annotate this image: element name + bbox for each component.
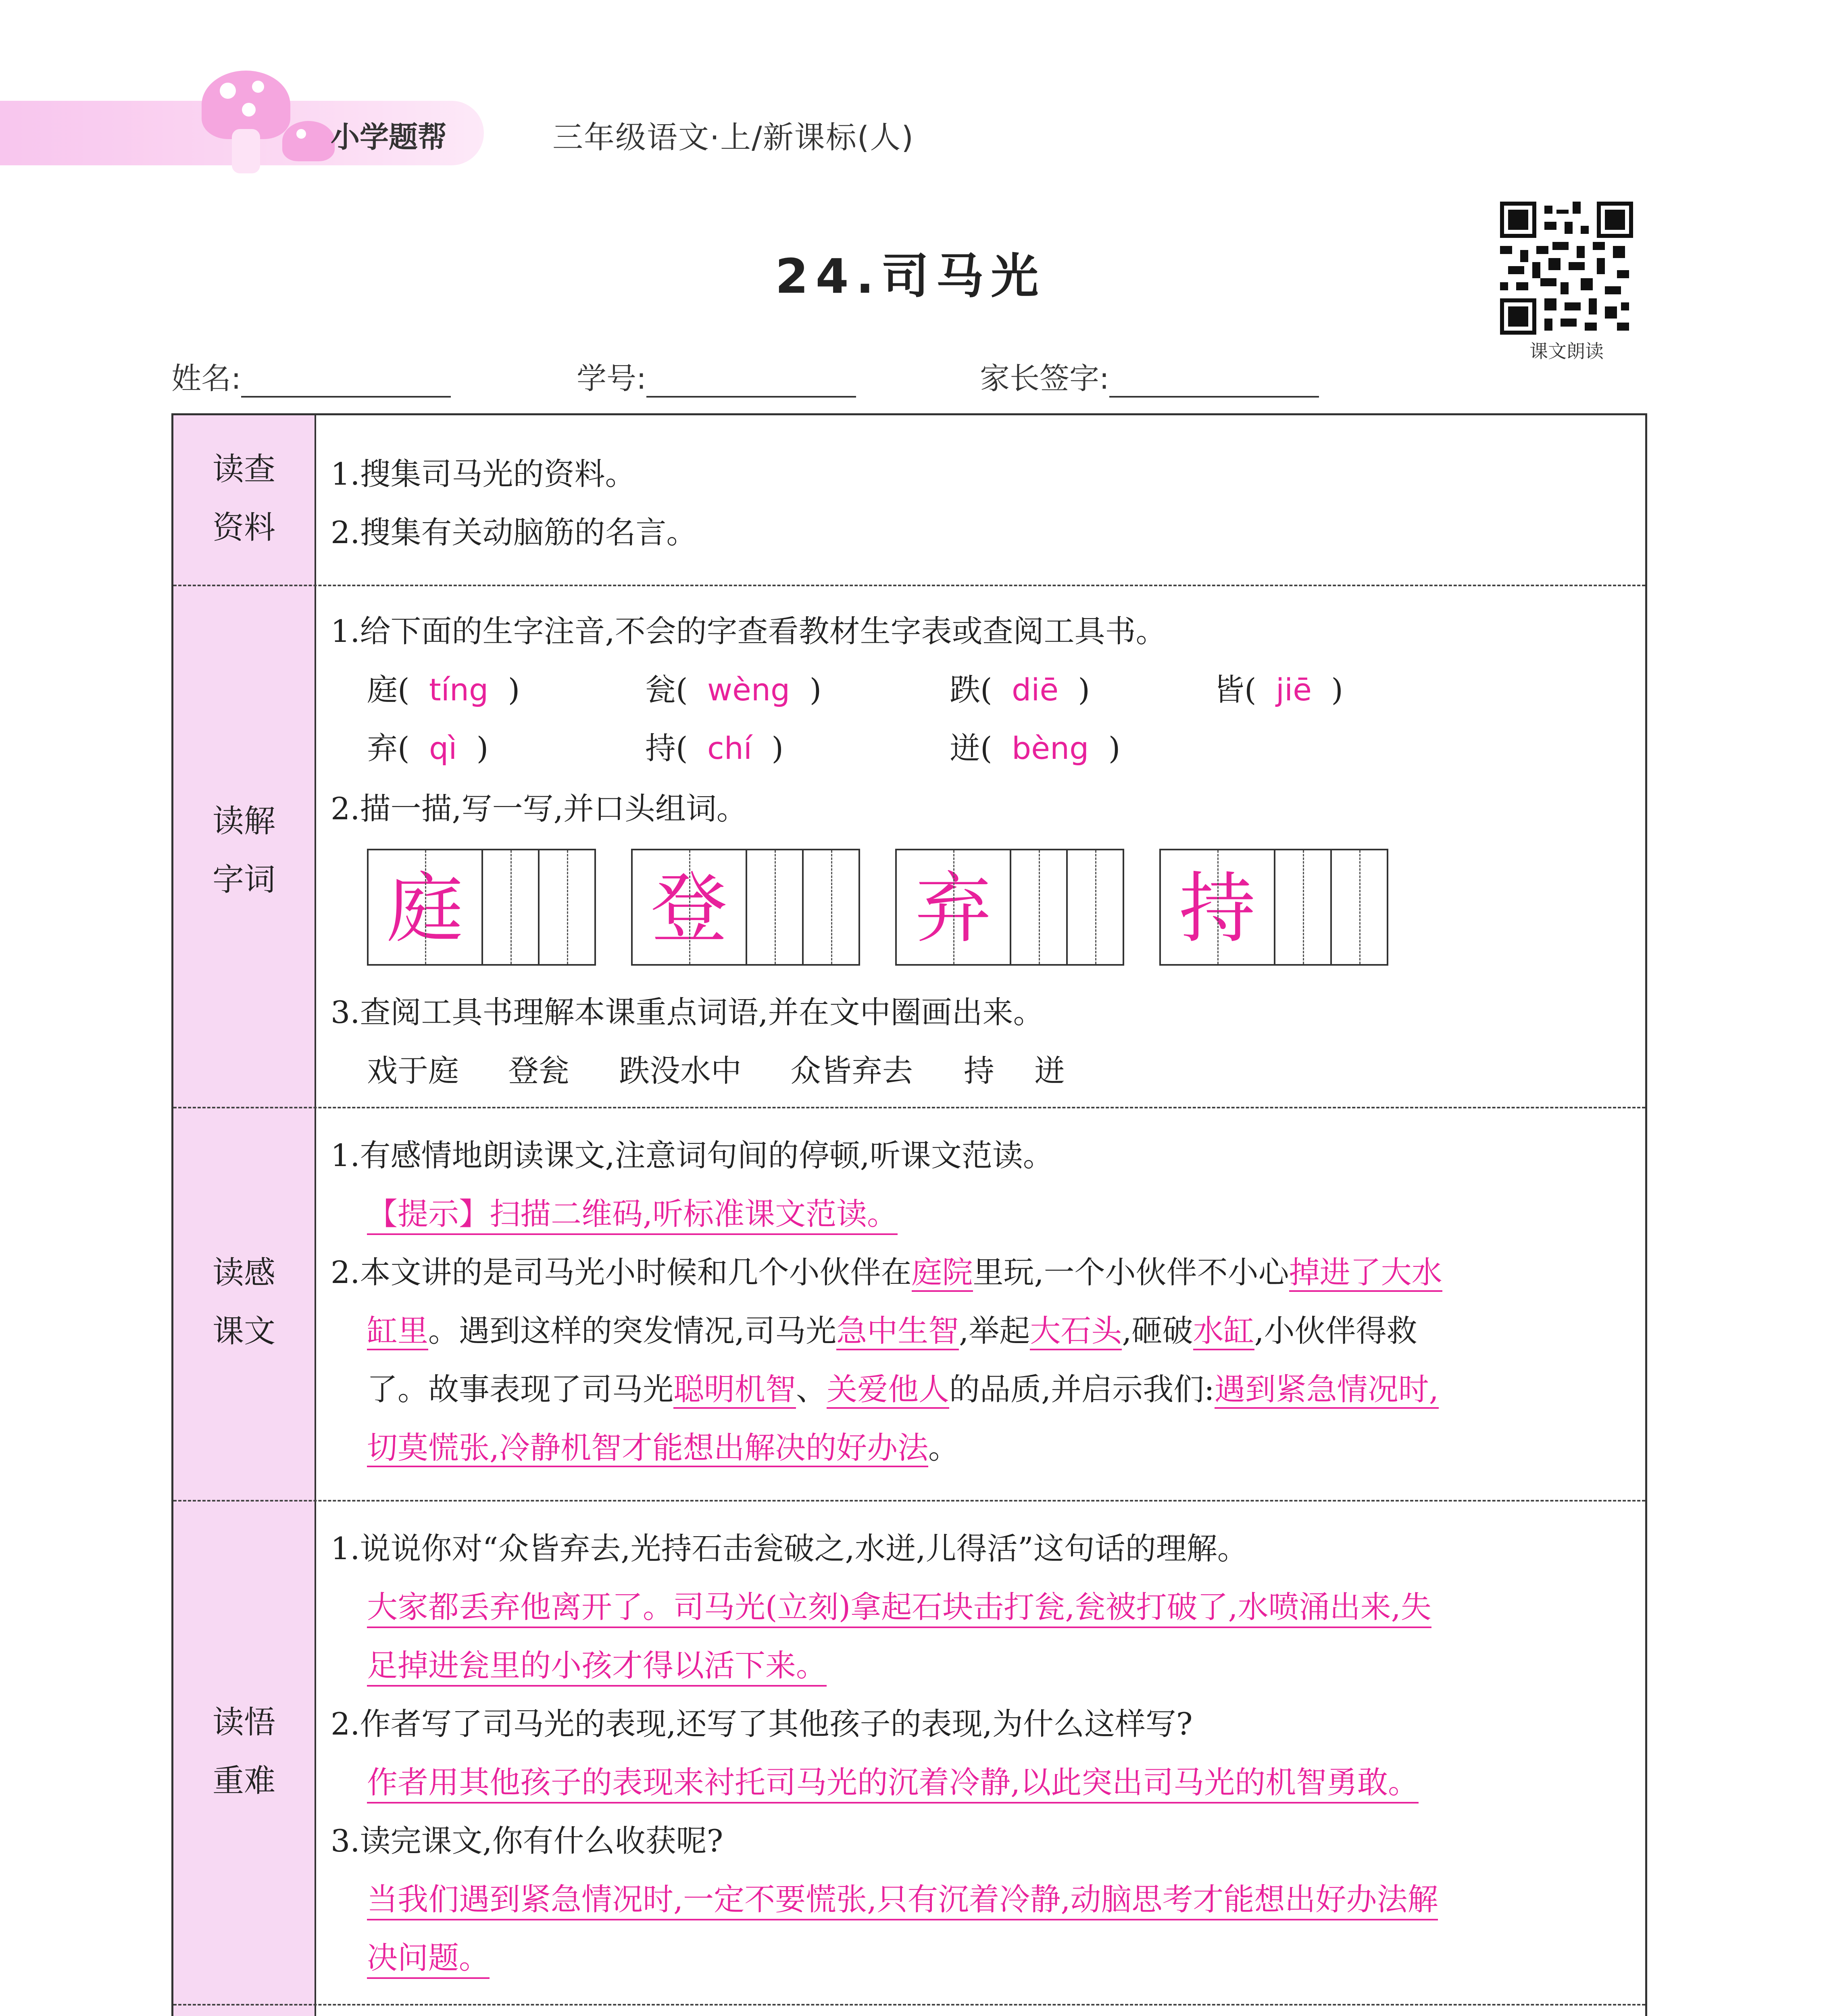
name-label: 姓名:: [171, 361, 241, 396]
pinyin-answer[interactable]: jiē: [1275, 672, 1312, 708]
row-divider: [173, 2004, 1645, 2006]
pinyin-answer[interactable]: wèng: [707, 672, 790, 708]
question: 3.读完课文,你有什么收获呢?: [331, 1823, 723, 1859]
hanzi: 跌: [950, 672, 980, 708]
trace-char: 登: [650, 864, 727, 953]
section-label-reading-text: [173, 1244, 315, 1361]
pinyin-item: 迸( bèng ): [950, 730, 1121, 766]
text-run: 、: [796, 1371, 827, 1407]
book-title: 三年级语文·上/新课标(人): [552, 119, 915, 155]
text-run: ,砸破: [1122, 1313, 1193, 1349]
trace-cell: [633, 850, 746, 964]
id-field[interactable]: [577, 355, 856, 398]
trace-cell: [897, 850, 1010, 964]
trace-char: 持: [1179, 864, 1256, 953]
pinyin-answer[interactable]: qì: [429, 730, 457, 766]
write-cell[interactable]: [1066, 850, 1123, 964]
write-cell[interactable]: [538, 850, 594, 964]
qr-label: 课文朗读: [1529, 340, 1604, 362]
filled-blank[interactable]: 庭院: [912, 1254, 973, 1292]
answer-line[interactable]: 决问题。: [367, 1933, 490, 1979]
section-label-reading-materials: [173, 440, 315, 557]
write-cell[interactable]: [802, 850, 858, 964]
pinyin-answer[interactable]: chí: [707, 730, 752, 766]
task-line: 1.搜集司马光的资料。: [331, 456, 636, 492]
name-blank[interactable]: [241, 372, 451, 398]
passage-line: [331, 1248, 1442, 1292]
pinyin-answer[interactable]: diē: [1011, 672, 1059, 708]
hint-text: 【提示】扫描二维码,听标准课文范读。: [367, 1189, 898, 1235]
text-run: 。: [928, 1430, 959, 1466]
mushroom-stem: [232, 129, 260, 173]
section-label-vocabulary: [173, 792, 315, 909]
text-run: 了。故事表现了司马光: [367, 1371, 673, 1407]
id-blank[interactable]: [646, 372, 856, 398]
pinyin-item: 弃( qì ): [367, 730, 489, 766]
trace-char: 庭: [386, 864, 463, 953]
mushroom-dot: [220, 83, 236, 99]
writing-grid[interactable]: [1159, 849, 1388, 966]
row-divider: [173, 1107, 1645, 1108]
question: 2.描一描,写一写,并口头组词。: [331, 791, 747, 827]
key-word: 持: [964, 1053, 994, 1089]
hanzi: 持: [645, 730, 676, 766]
worksheet-table: [171, 413, 1647, 2016]
hanzi: 弃: [367, 730, 398, 766]
parent-sign-field[interactable]: [980, 355, 1319, 398]
trace-cell: [1161, 850, 1274, 964]
filled-blank[interactable]: 关爱他人: [827, 1371, 949, 1409]
label-line: 重难: [212, 1763, 275, 1799]
write-cell[interactable]: [746, 850, 802, 964]
filled-blank[interactable]: 遇到紧急情况时,: [1215, 1371, 1439, 1409]
answer-line[interactable]: 作者用其他孩子的表现来衬托司马光的沉着冷静,以此突出司马光的机智勇敢。: [367, 1758, 1419, 1804]
mushroom-dot: [252, 81, 264, 93]
text-run: 。遇到这样的突发情况,司马光: [428, 1313, 837, 1349]
id-label: 学号:: [577, 361, 646, 396]
mushroom-dot: [296, 129, 306, 139]
question: 1.给下面的生字注音,不会的字查看教材生字表或查阅工具书。: [331, 613, 1167, 649]
label-line: 读解: [212, 803, 275, 839]
key-word: 登瓮: [508, 1053, 569, 1089]
label-line: 读查: [212, 451, 275, 487]
question: 2.作者写了司马光的表现,还写了其他孩子的表现,为什么这样写?: [331, 1706, 1193, 1742]
parent-blank[interactable]: [1109, 372, 1319, 398]
page-title: 24.司马光: [775, 248, 1046, 304]
mushroom-dot: [242, 103, 256, 117]
text-run: 2.本文讲的是司马光小时候和几个小伙伴在: [331, 1254, 912, 1290]
hanzi: 瓮: [645, 672, 676, 708]
label-line: 读悟: [212, 1704, 275, 1741]
filled-blank[interactable]: 急中生智: [836, 1313, 959, 1350]
brand-name: 小学题帮: [331, 120, 447, 154]
key-word: 众皆弃去: [790, 1053, 913, 1089]
name-field[interactable]: [171, 355, 451, 398]
trace-char: 弃: [915, 864, 992, 953]
writing-grid[interactable]: [631, 849, 860, 966]
question: 1.说说你对“众皆弃去,光持石击瓮破之,水迸,儿得活”这句话的理解。: [331, 1531, 1248, 1566]
write-cell[interactable]: [1010, 850, 1066, 964]
section-label-key-points: [173, 1693, 315, 1810]
label-line: 资料: [212, 510, 275, 546]
passage-line: [367, 1306, 1417, 1350]
filled-blank[interactable]: 缸里: [367, 1313, 428, 1350]
writing-grid[interactable]: [367, 849, 596, 966]
filled-blank[interactable]: 水缸: [1193, 1313, 1254, 1350]
label-line: 读感: [212, 1255, 275, 1291]
text-run: ,举起: [959, 1313, 1030, 1349]
filled-blank[interactable]: 掉进了大水: [1289, 1254, 1442, 1292]
key-word: 迸: [1034, 1053, 1065, 1089]
write-cell[interactable]: [1330, 850, 1387, 964]
pinyin-item: 跌( diē ): [950, 672, 1090, 708]
filled-blank[interactable]: 大石头: [1030, 1313, 1122, 1350]
label-line: 字词: [212, 862, 275, 898]
small-mushroom-icon: [282, 121, 335, 161]
passage-line: [367, 1365, 1439, 1409]
writing-grid[interactable]: [895, 849, 1124, 966]
task-line: 2.搜集有关动脑筋的名言。: [331, 514, 697, 550]
write-cell[interactable]: [481, 850, 538, 964]
row-divider: [173, 585, 1645, 586]
pinyin-item: 庭( tíng ): [367, 672, 520, 708]
question: 3.查阅工具书理解本课重点词语,并在文中圈画出来。: [331, 994, 1044, 1030]
hanzi: 迸: [950, 730, 980, 766]
filled-blank[interactable]: 切莫慌张,冷静机智才能想出解决的好办法: [367, 1430, 928, 1467]
text-run: 的品质,并启示我们:: [949, 1371, 1215, 1407]
passage-line: [367, 1423, 959, 1467]
pinyin-answer[interactable]: tíng: [429, 672, 489, 708]
pinyin-item: 持( chí ): [645, 730, 784, 766]
row-divider: [173, 1500, 1645, 1502]
filled-blank[interactable]: 聪明机智: [673, 1371, 796, 1409]
qr-code-icon[interactable]: [1500, 202, 1633, 335]
parent-label: 家长签字:: [980, 361, 1109, 396]
key-word: 戏于庭: [367, 1053, 459, 1089]
pinyin-item: 瓮( wèng ): [645, 672, 822, 708]
text-run: ,小伙伴得救: [1254, 1313, 1417, 1349]
pinyin-item: 皆( jiē ): [1214, 672, 1343, 708]
text-run: 里玩,一个小伙伴不小心: [973, 1254, 1289, 1290]
write-cell[interactable]: [1274, 850, 1330, 964]
answer-line[interactable]: 当我们遇到紧急情况时,一定不要慌张,只有沉着冷静,动脑思考才能想出好办法解: [367, 1875, 1438, 1920]
pinyin-answer[interactable]: bèng: [1011, 730, 1089, 766]
hanzi: 庭: [367, 672, 398, 708]
label-line: 课文: [212, 1313, 275, 1350]
hanzi: 皆: [1214, 672, 1244, 708]
trace-cell: [369, 850, 481, 964]
question: 1.有感情地朗读课文,注意词句间的停顿,听课文范读。: [331, 1137, 1054, 1173]
key-word: 跌没水中: [619, 1053, 742, 1089]
answer-line[interactable]: 大家都丢弃他离开了。司马光(立刻)拿起石块击打瓮,瓮被打破了,水喷涌出来,失: [367, 1583, 1431, 1628]
answer-line[interactable]: 足掉进瓮里的小孩才得以活下来。: [367, 1641, 827, 1687]
